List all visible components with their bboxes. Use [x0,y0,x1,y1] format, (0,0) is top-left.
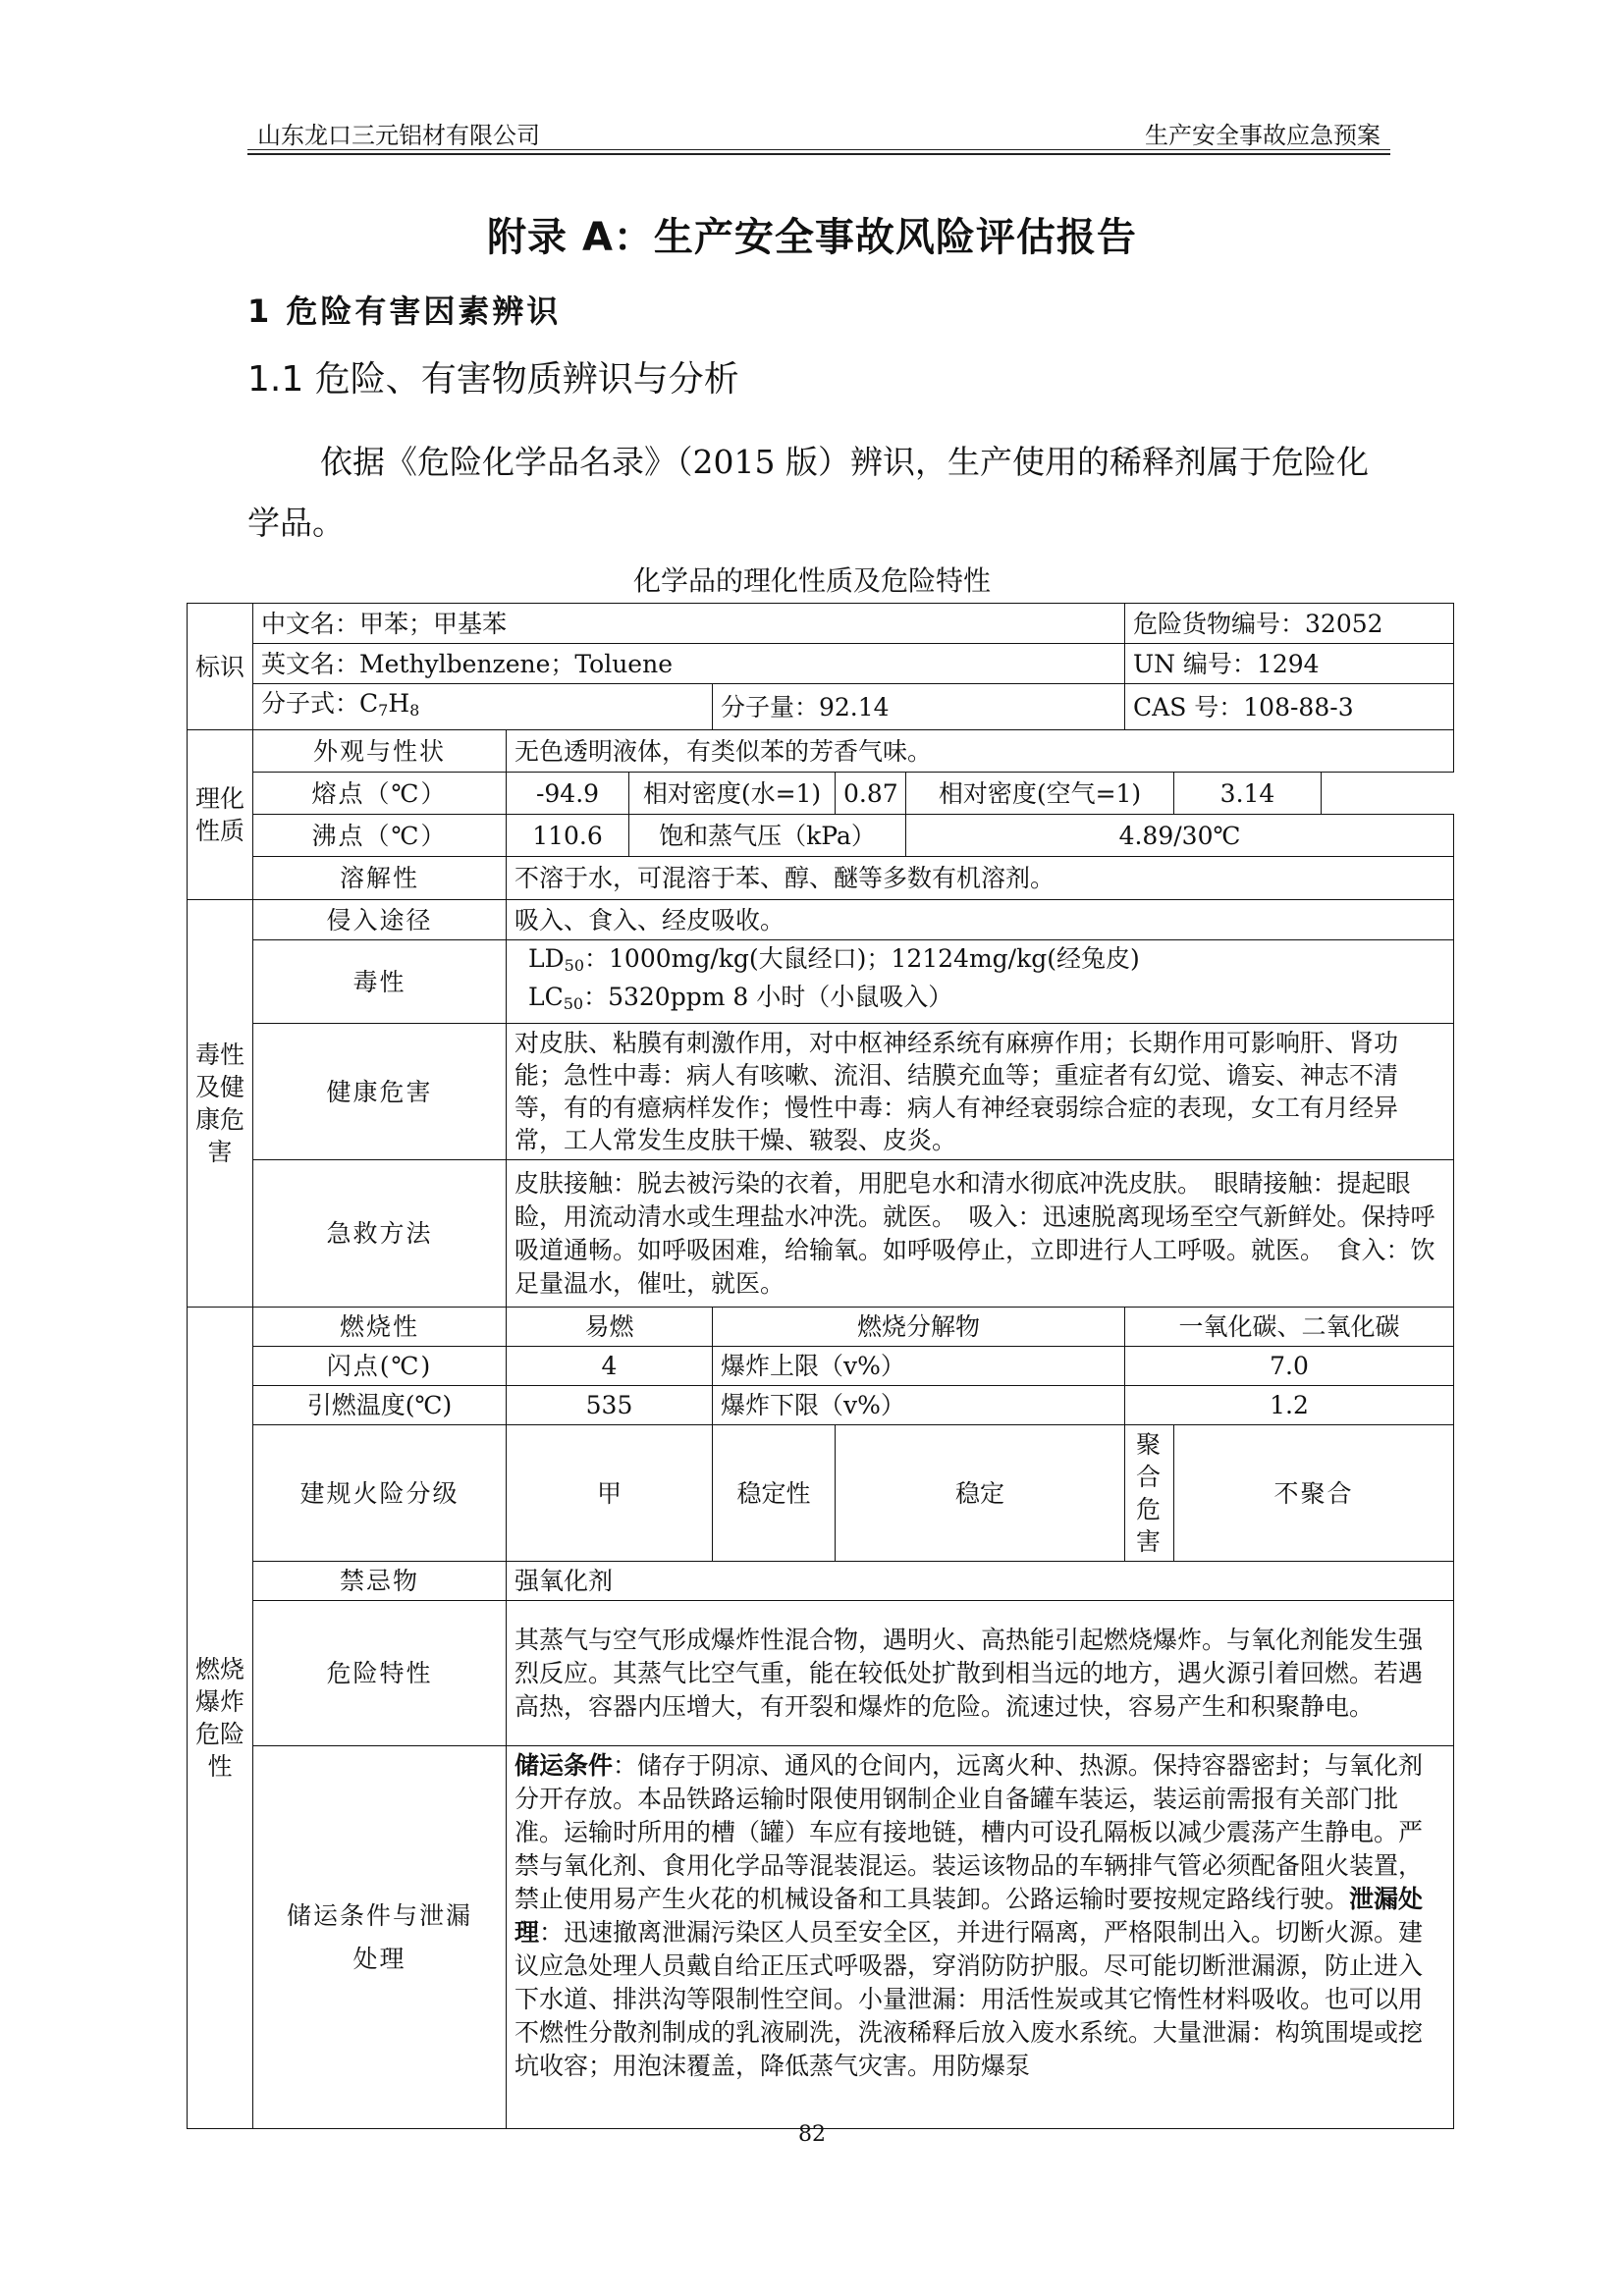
first-aid-label: 急救方法 [253,1160,507,1308]
melting-point-label: 熔点（℃） [253,773,507,815]
appearance-value: 无色透明液体，有类似苯的芳香气味。 [507,730,1454,773]
toxicity-label: 毒性 [253,940,507,1024]
decomposition-value: 一氧化碳、二氧化碳 [1125,1308,1454,1347]
section-heading: 1 危险有害因素辨识 [247,293,562,330]
lc50-line: $LC_{50}$：5320ppm 8 小时（小鼠吸入） [528,983,953,1013]
solubility-label: 溶解性 [253,857,507,900]
chemical-properties-table [187,603,1454,2129]
flash-point-value: 4 [507,1347,713,1386]
relative-density-water-label: 相对密度(水=1) [629,773,836,815]
hazard-characteristics-value: 其蒸气与空气形成爆炸性混合物，遇明火、高热能引起燃烧爆炸。与氧化剂能发生强烈反应。其蒸气比空气重，能在较低处扩散到相当远的地方，遇火源引着回燃。若遇高热，容器内压增大，有开裂和爆炸的危险。流速过快，容易产生和积聚静电。 [507,1601,1454,1746]
section-toxicity-health: 毒性及健康危害 [188,900,253,1308]
exposure-route-label: 侵入途径 [253,900,507,940]
page-title: 附录 A：生产安全事故风险评估报告 [487,215,1137,260]
un-number: UN 编号：1294 [1125,644,1454,684]
storage-leak-label: 储运条件与泄漏处理 [253,1746,507,2129]
appearance-label: 外观与性状 [253,730,507,773]
toxicity-value [507,940,1454,1024]
incompatible-label: 禁忌物 [253,1562,507,1601]
relative-density-air-value: 3.14 [1174,773,1322,815]
incompatible-value: 强氧化剂 [507,1562,1454,1601]
intro-paragraph: 依据《危险化学品名录》（2015 版）辨识，生产使用的稀释剂属于危险化学品。 [247,443,1369,542]
polymerization-value: 不聚合 [1174,1425,1454,1562]
fire-class-label: 建规火险分级 [253,1425,507,1562]
chinese-name: 中文名：甲苯；甲基苯 [253,604,1125,644]
page-number: 82 [798,2122,826,2147]
storage-key: 储运条件 [514,1751,614,1780]
upper-explosion-limit-label: 爆炸上限（v%） [713,1347,1125,1386]
lower-explosion-limit-label: 爆炸下限（v%） [713,1386,1125,1425]
combustibility-label: 燃烧性 [253,1308,507,1347]
section-physical-chemical: 理化性质 [188,730,253,900]
ignition-temperature-label: 引燃温度(℃) [253,1386,507,1425]
storage-leak-value [507,1746,1454,2129]
section-fire-explosion: 燃烧爆炸危险性 [188,1308,253,2129]
vapor-pressure-label: 饱和蒸气压（kPa） [629,815,906,857]
vapor-pressure-value: 4.89/30℃ [906,815,1454,857]
polymerization-label: 聚合危害 [1125,1425,1174,1562]
stability-label: 稳定性 [713,1425,836,1562]
company-name: 山东龙口三元铝材有限公司 [257,122,540,149]
boiling-point-label: 沸点（℃） [253,815,507,857]
table-caption: 化学品的理化性质及危险特性 [632,564,991,597]
health-hazard-label: 健康危害 [253,1024,507,1160]
molecular-weight: 分子量：92.14 [713,684,1125,730]
storage-text: ：储存于阴凉、通风的仓间内，远离火种、热源。保持容器密封；与氧化剂分开存放。本品铁路运输时限使用钢制企业自备罐车装运，装运前需报有关部门批准。运输时所用的槽（罐）车应有接地链，槽内可设孔隔板以减少震荡产生静电。严禁与氧化剂、食用化学品等混装混运。装运该物品的车辆排气管必须配备阻火装置，禁止使用易产生火花的机械设备和工具装卸。公路运输时要按规定路线行驶。 [514,1751,1424,1913]
leak-key: 泄漏处理 [514,1885,1424,1947]
dangerous-goods-number: 危险货物编号：32052 [1125,604,1454,644]
stability-value: 稳定 [836,1425,1125,1562]
upper-explosion-limit-value: 7.0 [1125,1347,1454,1386]
health-hazard-value: 对皮肤、粘膜有刺激作用，对中枢神经系统有麻痹作用；长期作用可影响肝、肾功能；急性中毒：病人有咳嗽、流泪、结膜充血等；重症者有幻觉、谵妄、神志不清等，有的有癔病样发作；慢性中毒：病人有神经衰弱综合症的表现，女工有月经异常，工人常发生皮肤干燥、皲裂、皮炎。 [507,1024,1454,1160]
cas-number: CAS 号：108-88-3 [1125,684,1454,730]
ld50-line: $LD_{50}$：1000mg/kg(大鼠经口)；12124mg/kg(经兔皮) [528,944,1140,975]
first-aid-value: 皮肤接触：脱去被污染的衣着，用肥皂水和清水彻底冲洗皮肤。 眼睛接触：提起眼睑，用流动清水或生理盐水冲洗。就医。 吸入：迅速脱离现场至空气新鲜处。保持呼吸道通畅。如呼吸困难，给输氧。如呼吸停止，立即进行人工呼吸。就医。 食入：饮足量温水，催吐，就医。 [507,1160,1454,1308]
document-name: 生产安全事故应急预案 [1145,122,1380,149]
melting-point-value: -94.9 [507,773,629,815]
relative-density-air-label: 相对密度(空气=1) [906,773,1174,815]
section-identification: 标识 [188,604,253,730]
boiling-point-value: 110.6 [507,815,629,857]
flash-point-label: 闪点(℃) [253,1347,507,1386]
molecular-formula: 分子式：$C_7H_8$ [253,684,713,730]
leak-text: ：迅速撤离泄漏污染区人员至安全区，并进行隔离，严格限制出入。切断火源。建议应急处理人员戴自给正压式呼吸器，穿消防防护服。尽可能切断泄漏源，防止进入下水道、排洪沟等限制性空间。小量泄漏：用活性炭或其它惰性材料吸收。也可以用不燃性分散剂制成的乳液刷洗，洗液稀释后放入废水系统。大量泄漏：构筑围堤或挖坑收容；用泡沫覆盖，降低蒸气灾害。用防爆泵 [514,1918,1424,2080]
page-header [247,110,1390,150]
relative-density-water-value: 0.87 [836,773,906,815]
exposure-route-value: 吸入、食入、经皮吸收。 [507,900,1454,940]
ignition-temperature-value: 535 [507,1386,713,1425]
subsection-heading: 1.1 危险、有害物质辨识与分析 [247,359,739,400]
english-name: 英文名：Methylbenzene；Toluene [253,644,1125,684]
hazard-characteristics-label: 危险特性 [253,1601,507,1746]
lower-explosion-limit-value: 1.2 [1125,1386,1454,1425]
solubility-value: 不溶于水，可混溶于苯、醇、醚等多数有机溶剂。 [507,857,1454,900]
combustibility-value: 易燃 [507,1308,713,1347]
fire-class-value: 甲 [507,1425,713,1562]
decomposition-label: 燃烧分解物 [713,1308,1125,1347]
